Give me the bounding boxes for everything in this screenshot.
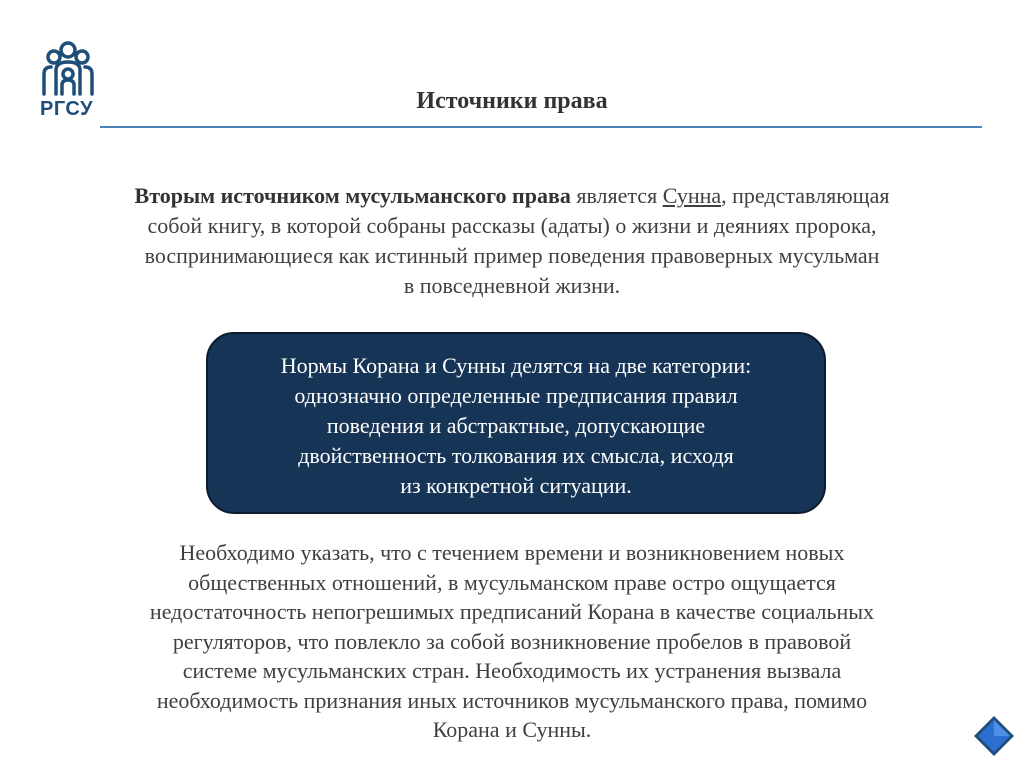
title-divider [100,126,982,128]
paragraph-line: общественных отношений, в мусульманском праве остро ощущается [188,569,836,595]
paragraph-line: недостаточность непогрешимых предписаний Корана в качестве социальных [149,599,875,624]
paragraph-line: в повседневной жизни. [403,273,621,298]
paragraph-gaps [40,538,984,745]
sunna-term: Сунна [662,183,722,208]
paragraph-sunna [60,181,964,301]
paragraph-line: собой книгу, в которой собраны рассказы (адаты) о жизни и деяниях пророка, [147,213,877,238]
highlight-box [206,332,826,514]
paragraph-line: необходимость признания иных источников мусульманского права, помимо [156,687,868,713]
paragraph-line: Необходимо указать, что с течением времени и возникновением новых [179,540,845,565]
paragraph-line: , представляющая [721,183,890,208]
paragraph-text: является [570,183,663,208]
page-title: Источники права [416,88,608,114]
diamond-icon [972,714,1016,758]
paragraph-line: системе мусульманских стран. Необходимость их устранения вызвала [182,658,842,683]
logo-text: РГСУ [40,98,94,120]
box-line: Нормы Корана и Сунны делятся на две категории: [280,353,752,378]
box-line: поведения и абстрактные, допускающие [326,413,706,438]
paragraph-line: регуляторов, что повлекло за собой возникновение пробелов в правовой [172,628,852,654]
paragraph-bold-lead: Вторым источником мусульманского права [134,183,571,208]
box-line: из конкретной ситуации. [400,473,632,498]
paragraph-line: Корана и Сунны. [432,717,592,742]
paragraph-line: воспринимающиеся как истинный пример поведения правоверных мусульман [144,243,880,268]
box-line: двойственность толкования их смысла, исходя [298,443,734,468]
box-line: однозначно определенные предписания правил [294,383,738,408]
